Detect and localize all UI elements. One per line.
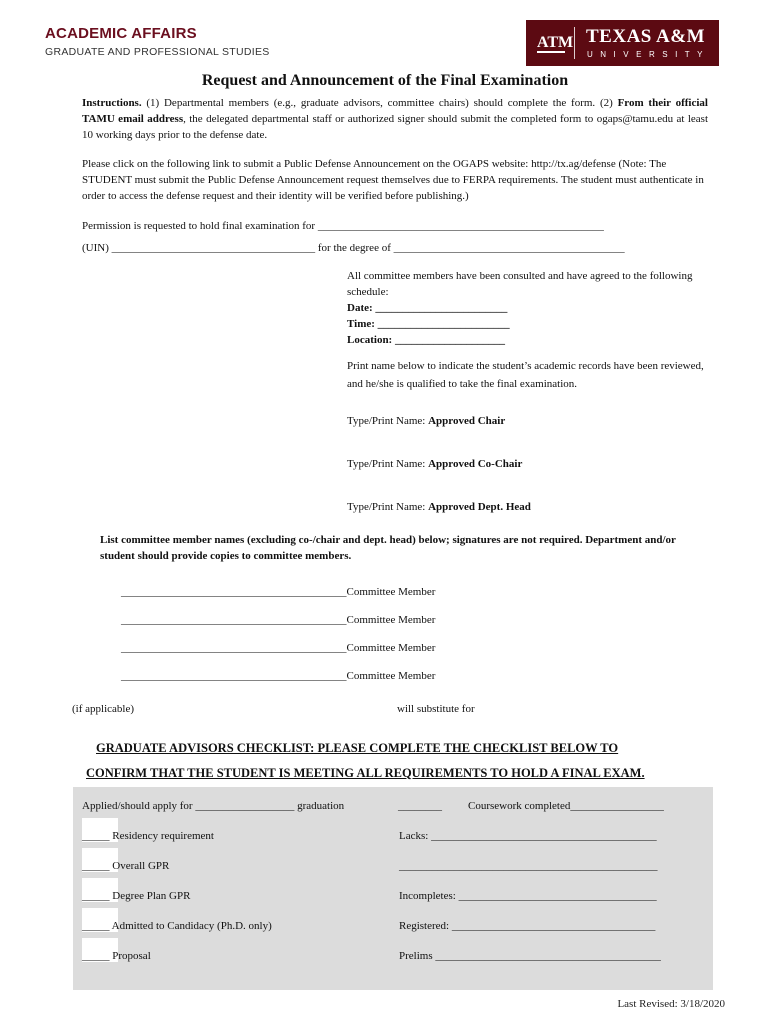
date-field[interactable]: Date: ________________________ bbox=[347, 302, 508, 314]
department-name: ACADEMIC AFFAIRS bbox=[45, 25, 197, 42]
registered-line[interactable]: Registered: _____________________________________ bbox=[399, 920, 656, 932]
logo-name: TEXAS A&M bbox=[586, 26, 706, 47]
residency-item: _____ Residency requirement bbox=[82, 830, 214, 842]
committee-member-line[interactable]: _________________________________________Committee Member bbox=[121, 614, 436, 626]
last-revised: Last Revised: 3/18/2020 bbox=[617, 998, 725, 1010]
instructions-label: Instructions. bbox=[82, 97, 142, 109]
checklist-heading-1: GRADUATE ADVISORS CHECKLIST: PLEASE COMPLETE THE CHECKLIST BELOW TO bbox=[96, 741, 619, 755]
atm-logo-icon bbox=[536, 27, 574, 59]
proposal-item: _____ Proposal bbox=[82, 950, 151, 962]
logo-university: UNIVERSITY bbox=[587, 50, 711, 59]
approved-cochair-line[interactable] bbox=[347, 458, 522, 470]
instructions-bold: From their official TAMU email address bbox=[82, 97, 708, 125]
coursework-completed-line[interactable]: Coursework completed_________________ bbox=[468, 800, 664, 812]
approved-dept-head-line[interactable] bbox=[347, 501, 531, 513]
committee-member-line[interactable]: _________________________________________Committee Member bbox=[121, 670, 436, 682]
incompletes-line[interactable]: Incompletes: ____________________________________ bbox=[399, 890, 657, 902]
checklist-panel bbox=[73, 787, 713, 990]
instructions-paragraph bbox=[82, 95, 708, 143]
lacks-continuation-line[interactable]: _______________________________________________ bbox=[399, 860, 658, 872]
applied-graduation-line[interactable]: Applied/should apply for __________________ graduation bbox=[82, 800, 345, 812]
public-defense-notice: Please click on the following link to submit a Public Defense Announcement on the OGAPS website: http://tx.ag/defense (Note: The STUDENT must submit the Public Defense Announcement request themselves due to FERPA requirements. The student must authenticate in order to access the defense request and their identity will be verified before publishing.) bbox=[82, 158, 704, 202]
overall-gpr-item: _____ Overall GPR bbox=[82, 860, 170, 872]
permission-line[interactable]: Permission is requested to hold final examination for ____________________________________________________ bbox=[82, 220, 604, 232]
checklist-heading-2: CONFIRM THAT THE STUDENT IS MEETING ALL REQUIREMENTS TO HOLD A FINAL EXAM. bbox=[86, 766, 645, 780]
approved-cochair-label: Approved Co-Chair bbox=[428, 458, 523, 470]
sub-department-name: GRADUATE AND PROFESSIONAL STUDIES bbox=[45, 46, 270, 58]
approval-prefix: Type/Print Name: bbox=[347, 458, 429, 470]
committee-member-line[interactable]: _________________________________________Committee Member bbox=[121, 642, 436, 654]
lacks-line[interactable]: Lacks: _________________________________________ bbox=[399, 830, 657, 842]
schedule-intro: All committee members have been consulted and have agreed to the following schedule: bbox=[347, 270, 693, 298]
approval-prefix: Type/Print Name: bbox=[347, 415, 429, 427]
approved-chair-line[interactable] bbox=[347, 415, 505, 427]
prelims-line[interactable]: Prelims _________________________________________ bbox=[399, 950, 661, 962]
graduation-term-blank[interactable]: ________ bbox=[398, 800, 442, 812]
approved-dept-head-label: Approved Dept. Head bbox=[428, 501, 531, 513]
candidacy-item: _____ Admitted to Candidacy (Ph.D. only) bbox=[82, 920, 272, 932]
time-field[interactable]: Time: ________________________ bbox=[347, 318, 510, 330]
location-field[interactable]: Location: ____________________ bbox=[347, 334, 505, 346]
instructions-text-2: , the delegated departmental staff or authorized signer should submit the completed form to ogaps@tamu.edu at least 10 working days prior to the defense date. bbox=[82, 113, 708, 141]
degree-plan-gpr-item: _____ Degree Plan GPR bbox=[82, 890, 191, 902]
logo-divider bbox=[574, 27, 575, 59]
approval-prefix: Type/Print Name: bbox=[347, 501, 429, 513]
committee-member-line[interactable]: _________________________________________Committee Member bbox=[121, 586, 436, 598]
print-name-note: Print name below to indicate the student’s academic records have been reviewed, and he/she is qualified to take the final examination. bbox=[347, 360, 704, 390]
if-applicable-label: (if applicable) bbox=[72, 703, 134, 715]
svg-text:ATM: ATM bbox=[537, 34, 574, 51]
committee-note: List committee member names (excluding co-/chair and dept. head) below; signatures are not required. Department and/or student should provide copies to committee members. bbox=[100, 534, 676, 562]
substitute-label: will substitute for bbox=[397, 703, 475, 715]
texas-am-logo bbox=[526, 20, 719, 66]
instructions-text-1: (1) Departmental members (e.g., graduate advisors, committee chairs) should complete the form. (2) bbox=[141, 97, 618, 109]
approved-chair-label: Approved Chair bbox=[428, 415, 506, 427]
form-title: Request and Announcement of the Final Examination bbox=[201, 72, 569, 89]
uin-degree-line[interactable]: (UIN) _____________________________________ for the degree of __________________________________________ bbox=[82, 242, 625, 254]
